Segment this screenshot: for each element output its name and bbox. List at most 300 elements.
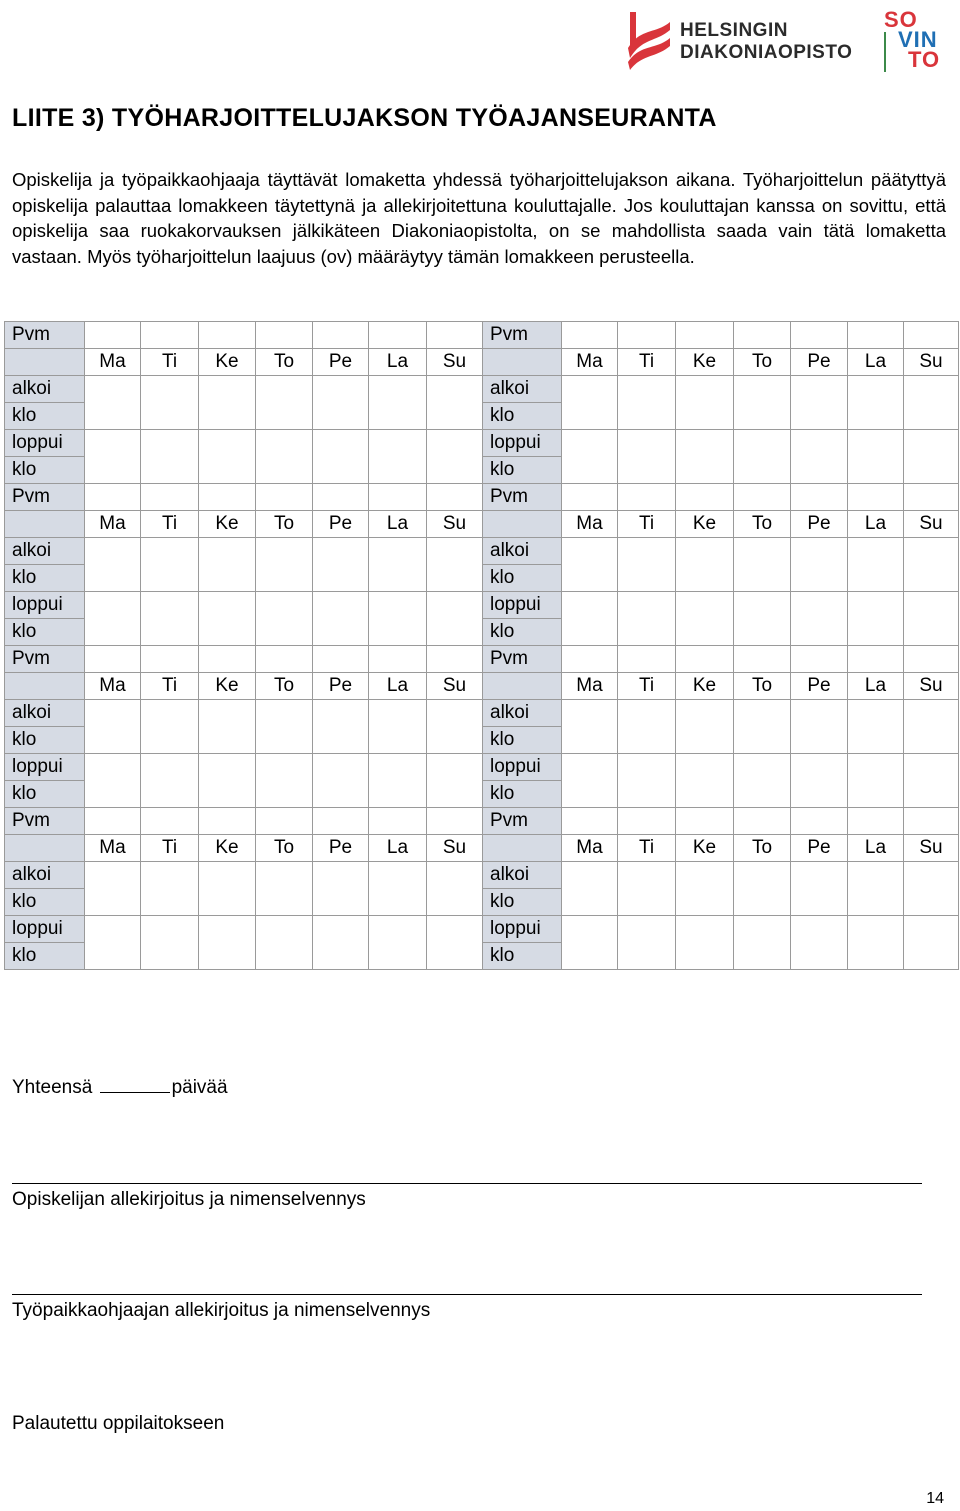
time-cell[interactable]	[618, 916, 676, 970]
time-cell[interactable]	[369, 538, 427, 592]
time-cell[interactable]	[734, 862, 791, 916]
day-header: La	[848, 511, 904, 538]
date-cell[interactable]	[427, 322, 483, 349]
time-cell[interactable]	[791, 592, 848, 646]
student-signature-line[interactable]	[12, 1183, 922, 1184]
date-cell[interactable]	[141, 484, 199, 511]
start-klo-label: klo	[483, 403, 562, 430]
day-header: To	[734, 511, 791, 538]
day-header: Ti	[141, 511, 199, 538]
time-cell[interactable]	[256, 592, 313, 646]
helsingin-diakoniaopisto-logo	[622, 6, 872, 72]
time-cell[interactable]	[427, 430, 483, 484]
day-header: Su	[904, 835, 959, 862]
intro-paragraph: Opiskelija ja työpaikkaohjaaja täyttävät lomaketta yhdessä työharjoittelujakson aikana. Työharjoittelun päätyttyä opiskelija palauttaa lomakkeen täytettynä ja allekirjoitettuna kouluttajalle. Jos kouluttajan kanssa on sovittu, että opiskelija saa ruokakorvauksen jälkikäteen Diakoniaopistolta, on se mahdollista saada vain tätä lomaketta vastaan. Myös työharjoittelun laajuus (ov) määräytyy tämän lomakkeen perusteella.	[12, 169, 946, 267]
time-cell[interactable]	[904, 538, 959, 592]
start-label: alkoi	[483, 538, 562, 565]
date-cell[interactable]	[562, 322, 618, 349]
supervisor-signature-label: Työpaikkaohjaajan allekirjoitus ja nimenselvennys	[12, 1300, 431, 1321]
time-cell[interactable]	[618, 592, 676, 646]
time-cell[interactable]	[313, 862, 369, 916]
day-header: Ke	[676, 835, 734, 862]
date-cell[interactable]	[369, 646, 427, 673]
time-cell[interactable]	[199, 592, 256, 646]
time-cell[interactable]	[141, 862, 199, 916]
time-cell[interactable]	[369, 592, 427, 646]
table-row	[5, 349, 959, 376]
date-cell[interactable]	[791, 808, 848, 835]
day-header: Ke	[199, 511, 256, 538]
end-label: loppui	[483, 430, 562, 457]
day-header: Ma	[85, 511, 141, 538]
table-row	[5, 376, 959, 403]
date-cell[interactable]	[427, 484, 483, 511]
date-cell[interactable]	[848, 808, 904, 835]
day-header: Ti	[618, 349, 676, 376]
pvm-label: Pvm	[483, 322, 562, 349]
label-spacer	[483, 511, 562, 538]
time-cell[interactable]	[85, 430, 141, 484]
time-cell[interactable]	[369, 376, 427, 430]
table-row	[5, 808, 959, 835]
date-cell[interactable]	[904, 484, 959, 511]
date-cell[interactable]	[848, 322, 904, 349]
date-cell[interactable]	[904, 808, 959, 835]
day-header: La	[848, 835, 904, 862]
time-cell[interactable]	[904, 862, 959, 916]
time-cell[interactable]	[369, 700, 427, 754]
day-header: Ke	[199, 349, 256, 376]
time-cell[interactable]	[848, 592, 904, 646]
date-cell[interactable]	[562, 484, 618, 511]
total-days-blank[interactable]	[100, 1078, 170, 1093]
time-cell[interactable]	[199, 700, 256, 754]
label-spacer	[5, 835, 85, 862]
date-cell[interactable]	[676, 808, 734, 835]
day-header: Su	[904, 673, 959, 700]
label-spacer	[5, 673, 85, 700]
time-cell[interactable]	[256, 700, 313, 754]
time-cell[interactable]	[791, 538, 848, 592]
day-header: To	[734, 349, 791, 376]
day-header: Ke	[676, 349, 734, 376]
end-label: loppui	[5, 592, 85, 619]
time-cell[interactable]	[562, 592, 618, 646]
day-header: To	[734, 835, 791, 862]
date-cell[interactable]	[85, 646, 141, 673]
time-cell[interactable]	[256, 430, 313, 484]
time-cell[interactable]	[734, 376, 791, 430]
time-cell[interactable]	[427, 916, 483, 970]
day-header: Ma	[562, 673, 618, 700]
day-header: Ma	[85, 349, 141, 376]
date-cell[interactable]	[676, 484, 734, 511]
time-cell[interactable]	[676, 916, 734, 970]
time-cell[interactable]	[141, 538, 199, 592]
table-row	[5, 538, 959, 565]
date-cell[interactable]	[734, 646, 791, 673]
date-cell[interactable]	[313, 808, 369, 835]
end-label: loppui	[5, 754, 85, 781]
time-cell[interactable]	[427, 754, 483, 808]
date-cell[interactable]	[313, 646, 369, 673]
date-cell[interactable]	[848, 646, 904, 673]
time-cell[interactable]	[618, 538, 676, 592]
end-label: loppui	[5, 916, 85, 943]
date-cell[interactable]	[85, 484, 141, 511]
date-cell[interactable]	[141, 808, 199, 835]
date-cell[interactable]	[313, 322, 369, 349]
pvm-label: Pvm	[5, 808, 85, 835]
date-cell[interactable]	[199, 646, 256, 673]
start-klo-label: klo	[5, 889, 85, 916]
day-header: To	[734, 673, 791, 700]
table-row	[5, 511, 959, 538]
pvm-label: Pvm	[483, 484, 562, 511]
time-cell[interactable]	[734, 916, 791, 970]
sovinto-so: SO	[884, 7, 918, 32]
time-cell[interactable]	[141, 592, 199, 646]
time-cell[interactable]	[848, 754, 904, 808]
returned-label: Palautettu oppilaitokseen	[12, 1413, 225, 1434]
date-cell[interactable]	[734, 484, 791, 511]
date-cell[interactable]	[618, 322, 676, 349]
time-cell[interactable]	[848, 376, 904, 430]
label-spacer	[483, 835, 562, 862]
day-header: To	[256, 511, 313, 538]
day-header: La	[369, 673, 427, 700]
time-cell[interactable]	[369, 916, 427, 970]
pvm-label: Pvm	[483, 646, 562, 673]
date-cell[interactable]	[313, 484, 369, 511]
date-cell[interactable]	[562, 646, 618, 673]
label-spacer	[5, 349, 85, 376]
time-cell[interactable]	[562, 862, 618, 916]
table-row	[5, 322, 959, 349]
time-cell[interactable]	[676, 430, 734, 484]
start-klo-label: klo	[5, 727, 85, 754]
day-header: La	[848, 673, 904, 700]
date-cell[interactable]	[904, 646, 959, 673]
time-cell[interactable]	[562, 376, 618, 430]
time-cell[interactable]	[256, 862, 313, 916]
date-cell[interactable]	[256, 322, 313, 349]
time-cell[interactable]	[199, 916, 256, 970]
day-header: Ma	[562, 835, 618, 862]
start-klo-label: klo	[483, 565, 562, 592]
day-header: Ti	[618, 673, 676, 700]
date-cell[interactable]	[562, 808, 618, 835]
time-cell[interactable]	[676, 862, 734, 916]
time-cell[interactable]	[85, 916, 141, 970]
day-header: Ke	[199, 673, 256, 700]
end-klo-label: klo	[483, 781, 562, 808]
day-header: La	[369, 349, 427, 376]
label-spacer	[483, 673, 562, 700]
day-header: Ti	[618, 511, 676, 538]
total-label: Yhteensä	[12, 1077, 93, 1098]
time-cell[interactable]	[141, 376, 199, 430]
table-row	[5, 484, 959, 511]
day-header: Ti	[141, 835, 199, 862]
table-row	[5, 835, 959, 862]
start-label: alkoi	[483, 376, 562, 403]
day-header: Ma	[562, 511, 618, 538]
day-header: To	[256, 349, 313, 376]
date-cell[interactable]	[141, 322, 199, 349]
date-cell[interactable]	[676, 646, 734, 673]
end-klo-label: klo	[483, 457, 562, 484]
time-cell[interactable]	[904, 376, 959, 430]
time-cell[interactable]	[256, 376, 313, 430]
supervisor-signature-line[interactable]	[12, 1294, 922, 1295]
day-header: Pe	[791, 673, 848, 700]
start-label: alkoi	[5, 376, 85, 403]
pvm-label: Pvm	[5, 322, 85, 349]
time-cell[interactable]	[369, 754, 427, 808]
time-cell[interactable]	[791, 916, 848, 970]
day-header: Ke	[676, 511, 734, 538]
time-cell[interactable]	[256, 538, 313, 592]
start-klo-label: klo	[5, 403, 85, 430]
time-cell[interactable]	[313, 754, 369, 808]
date-cell[interactable]	[85, 322, 141, 349]
start-klo-label: klo	[483, 727, 562, 754]
date-cell[interactable]	[618, 808, 676, 835]
date-cell[interactable]	[85, 808, 141, 835]
time-cell[interactable]	[562, 700, 618, 754]
time-cell[interactable]	[676, 754, 734, 808]
time-cell[interactable]	[85, 754, 141, 808]
time-cell[interactable]	[734, 592, 791, 646]
time-cell[interactable]	[848, 916, 904, 970]
student-signature-label: Opiskelijan allekirjoitus ja nimenselvennys	[12, 1189, 366, 1210]
day-header: Pe	[313, 835, 369, 862]
time-cell[interactable]	[141, 916, 199, 970]
time-cell[interactable]	[199, 754, 256, 808]
time-cell[interactable]	[904, 754, 959, 808]
time-cell[interactable]	[791, 862, 848, 916]
time-cell[interactable]	[791, 754, 848, 808]
table-row	[5, 592, 959, 619]
date-cell[interactable]	[199, 322, 256, 349]
date-cell[interactable]	[427, 646, 483, 673]
sovinto-vin: VIN	[898, 27, 938, 52]
time-cell[interactable]	[791, 430, 848, 484]
time-cell[interactable]	[313, 430, 369, 484]
sovinto-vertical-bar-icon	[884, 32, 896, 72]
total-unit: päivää	[171, 1077, 228, 1098]
time-cell[interactable]	[734, 430, 791, 484]
time-cell[interactable]	[85, 538, 141, 592]
time-cell[interactable]	[618, 430, 676, 484]
date-cell[interactable]	[618, 484, 676, 511]
label-spacer	[5, 511, 85, 538]
work-time-table	[4, 321, 959, 970]
time-cell[interactable]	[427, 376, 483, 430]
table-row	[5, 862, 959, 889]
date-cell[interactable]	[791, 646, 848, 673]
day-header: Ma	[85, 673, 141, 700]
time-cell[interactable]	[676, 376, 734, 430]
time-cell[interactable]	[734, 700, 791, 754]
time-cell[interactable]	[676, 592, 734, 646]
time-cell[interactable]	[313, 700, 369, 754]
date-cell[interactable]	[369, 322, 427, 349]
date-cell[interactable]	[676, 322, 734, 349]
time-cell[interactable]	[199, 538, 256, 592]
time-cell[interactable]	[848, 430, 904, 484]
date-cell[interactable]	[256, 808, 313, 835]
end-label: loppui	[483, 916, 562, 943]
time-cell[interactable]	[676, 700, 734, 754]
day-header: Su	[904, 511, 959, 538]
time-cell[interactable]	[618, 376, 676, 430]
time-cell[interactable]	[313, 592, 369, 646]
time-cell[interactable]	[369, 430, 427, 484]
day-header: Ke	[676, 673, 734, 700]
day-header: La	[369, 511, 427, 538]
time-cell[interactable]	[562, 916, 618, 970]
day-header: Su	[427, 349, 483, 376]
time-cell[interactable]	[85, 376, 141, 430]
day-header: Pe	[313, 349, 369, 376]
start-label: alkoi	[483, 700, 562, 727]
end-klo-label: klo	[483, 619, 562, 646]
time-cell[interactable]	[904, 592, 959, 646]
time-cell[interactable]	[369, 862, 427, 916]
end-klo-label: klo	[5, 619, 85, 646]
day-header: Ti	[618, 835, 676, 862]
date-cell[interactable]	[734, 808, 791, 835]
start-klo-label: klo	[5, 565, 85, 592]
date-cell[interactable]	[904, 322, 959, 349]
time-cell[interactable]	[199, 862, 256, 916]
end-label: loppui	[5, 430, 85, 457]
diakonia-cross-icon	[622, 8, 674, 70]
time-cell[interactable]	[848, 700, 904, 754]
time-cell[interactable]	[791, 700, 848, 754]
day-header: Pe	[791, 349, 848, 376]
time-cell[interactable]	[618, 754, 676, 808]
label-spacer	[483, 349, 562, 376]
time-cell[interactable]	[904, 430, 959, 484]
time-cell[interactable]	[141, 430, 199, 484]
sovinto-logo	[884, 7, 954, 74]
day-header: Ti	[141, 673, 199, 700]
table-row	[5, 700, 959, 727]
time-cell[interactable]	[618, 700, 676, 754]
time-cell[interactable]	[256, 916, 313, 970]
time-cell[interactable]	[848, 862, 904, 916]
logo-wordmark	[680, 20, 852, 64]
date-cell[interactable]	[369, 484, 427, 511]
time-cell[interactable]	[848, 538, 904, 592]
time-cell[interactable]	[85, 862, 141, 916]
time-cell[interactable]	[427, 592, 483, 646]
start-label: alkoi	[5, 862, 85, 889]
start-klo-label: klo	[483, 889, 562, 916]
day-header: Ma	[85, 835, 141, 862]
end-klo-label: klo	[5, 943, 85, 970]
start-label: alkoi	[483, 862, 562, 889]
date-cell[interactable]	[199, 808, 256, 835]
date-cell[interactable]	[256, 484, 313, 511]
end-klo-label: klo	[5, 781, 85, 808]
date-cell[interactable]	[791, 484, 848, 511]
date-cell[interactable]	[199, 484, 256, 511]
time-cell[interactable]	[562, 754, 618, 808]
time-cell[interactable]	[734, 754, 791, 808]
time-cell[interactable]	[85, 592, 141, 646]
date-cell[interactable]	[256, 646, 313, 673]
page-title: LIITE 3) TYÖHARJOITTELUJAKSON TYÖAJANSEURANTA	[12, 104, 717, 132]
time-cell[interactable]	[141, 700, 199, 754]
pvm-label: Pvm	[5, 646, 85, 673]
date-cell[interactable]	[618, 646, 676, 673]
time-cell[interactable]	[313, 916, 369, 970]
day-header: La	[369, 835, 427, 862]
end-klo-label: klo	[483, 943, 562, 970]
logo-line-1: HELSINGIN	[680, 20, 788, 41]
time-cell[interactable]	[141, 754, 199, 808]
day-header: La	[848, 349, 904, 376]
day-header: To	[256, 673, 313, 700]
date-cell[interactable]	[369, 808, 427, 835]
time-cell[interactable]	[791, 376, 848, 430]
time-cell[interactable]	[427, 862, 483, 916]
table-row	[5, 430, 959, 457]
date-cell[interactable]	[427, 808, 483, 835]
time-cell[interactable]	[676, 538, 734, 592]
time-cell[interactable]	[199, 430, 256, 484]
time-cell[interactable]	[904, 916, 959, 970]
day-header: Su	[904, 349, 959, 376]
day-header: Su	[427, 673, 483, 700]
time-cell[interactable]	[562, 538, 618, 592]
time-cell[interactable]	[427, 700, 483, 754]
sovinto-to: TO	[908, 47, 941, 72]
end-label: loppui	[483, 754, 562, 781]
day-header: Su	[427, 511, 483, 538]
time-cell[interactable]	[313, 376, 369, 430]
time-cell[interactable]	[85, 700, 141, 754]
time-cell[interactable]	[562, 430, 618, 484]
day-header: Ma	[562, 349, 618, 376]
time-cell[interactable]	[427, 538, 483, 592]
time-cell[interactable]	[313, 538, 369, 592]
time-cell[interactable]	[256, 754, 313, 808]
date-cell[interactable]	[791, 322, 848, 349]
logo-line-2: DIAKONIAOPISTO	[680, 42, 853, 63]
table-row	[5, 646, 959, 673]
date-cell[interactable]	[848, 484, 904, 511]
page-number: 14	[926, 1490, 944, 1507]
date-cell[interactable]	[734, 322, 791, 349]
start-label: alkoi	[5, 538, 85, 565]
end-label: loppui	[483, 592, 562, 619]
time-cell[interactable]	[618, 862, 676, 916]
day-header: Ti	[141, 349, 199, 376]
time-cell[interactable]	[734, 538, 791, 592]
day-header: Pe	[791, 835, 848, 862]
day-header: Su	[427, 835, 483, 862]
time-cell[interactable]	[199, 376, 256, 430]
time-cell[interactable]	[904, 700, 959, 754]
date-cell[interactable]	[141, 646, 199, 673]
pvm-label: Pvm	[5, 484, 85, 511]
total-days	[12, 1077, 228, 1099]
